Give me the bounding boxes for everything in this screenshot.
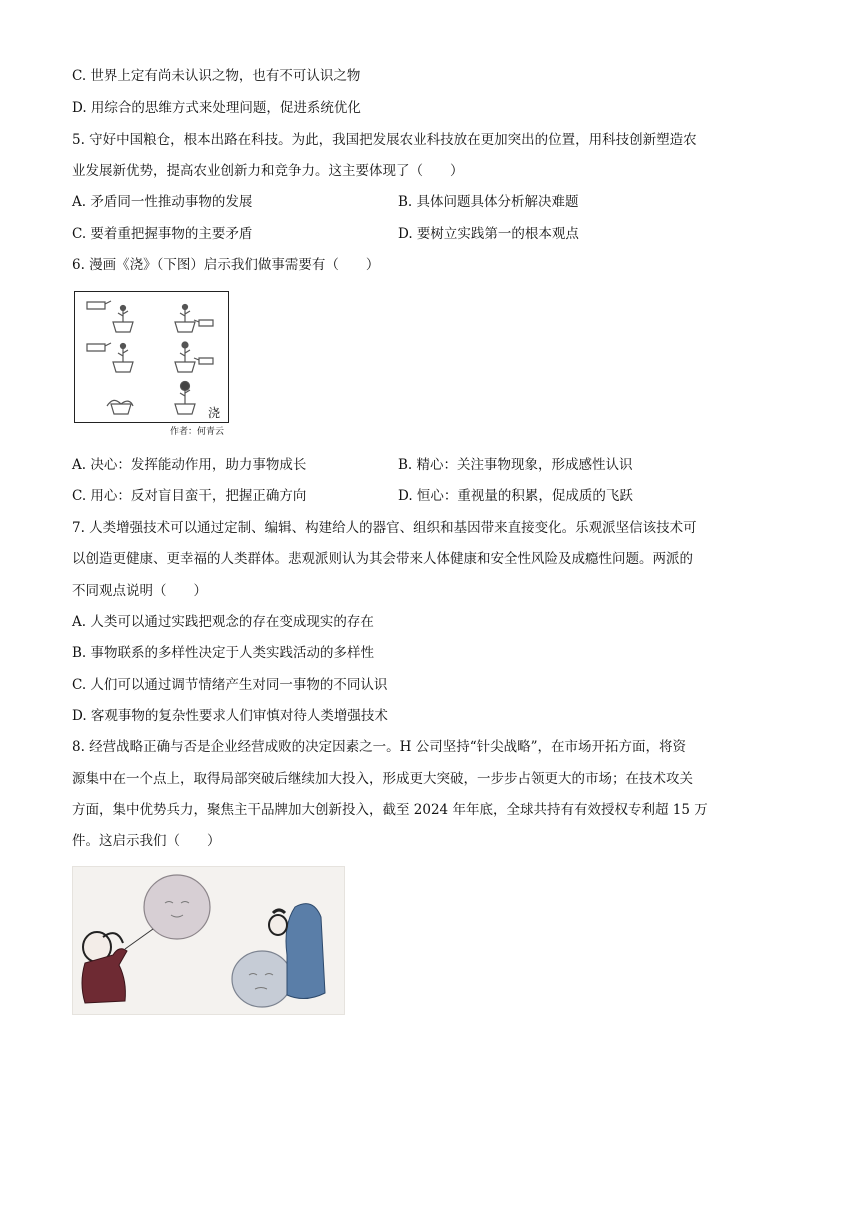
person-body-icon <box>286 904 325 999</box>
q8-illustration <box>72 866 345 1015</box>
q5-stem-line2: 业发展新优势，提高农业创新力和竞争力。这主要体现了（ ） <box>72 163 464 179</box>
balloon-figures-drawing <box>73 867 344 1014</box>
q5-option-b: B. 具体问题具体分析解决难题 <box>398 194 579 210</box>
q7-stem-line2: 以创造更健康、更幸福的人类群体。悲观派则认为其会带来人体健康和安全性风险及成瘾性问题。两派的 <box>72 551 693 567</box>
flower-pot-icon <box>113 322 133 332</box>
watering-can-icon <box>87 301 111 309</box>
q5-option-c: C. 要着重把握事物的主要矛盾 <box>72 226 253 242</box>
q6-stem: 6. 漫画《浇》（下图）启示我们做事需要有（ ） <box>72 257 380 273</box>
person-head-icon <box>269 915 287 935</box>
q7-stem-line3: 不同观点说明（ ） <box>72 583 207 599</box>
cartoon-drawing <box>75 292 228 422</box>
cartoon-author-caption: 作者：何青云 <box>170 427 225 437</box>
q5-option-d: D. 要树立实践第一的根本观点 <box>398 226 579 242</box>
q8-stem-line4: 件。这启示我们（ ） <box>72 833 221 849</box>
q8-stem-line2: 源集中在一个点上，取得局部突破后继续加大投入，形成更大突破，一步步占领更大的市场；在技术攻关 <box>72 771 693 787</box>
q8-stem-line3: 方面，集中优势兵力，聚焦主干品牌加大创新投入，截至 2024 年年底，全球共持有有效授权专利超 15 万 <box>72 802 708 818</box>
q6-option-c: C. 用心：反对盲目蛮干，把握正确方向 <box>72 488 307 504</box>
q6-option-d: D. 恒心：重视量的积累，促成质的飞跃 <box>398 488 633 504</box>
q5-option-a: A. 矛盾同一性推动事物的发展 <box>72 194 253 210</box>
q8-stem-line1: 8. 经营战略正确与否是企业经营成败的决定因素之一。H 公司坚持“针尖战略”，在市场开拓方面，将资 <box>72 739 687 755</box>
q7-option-c: C. 人们可以通过调节情绪产生对同一事物的不同认识 <box>72 677 388 693</box>
q6-option-b: B. 精心：关注事物现象，形成感性认识 <box>398 457 633 473</box>
cartoon-jiao <box>74 291 229 423</box>
q4-option-c: C. 世界上定有尚未认识之物，也有不可认识之物 <box>72 68 361 84</box>
balloon-icon <box>144 875 210 939</box>
cartoon-title-seal: 浇 <box>208 406 221 420</box>
q7-stem-line1: 7. 人类增强技术可以通过定制、编辑、构建给人的器官、组织和基因带来直接变化。乐观派坚信该技术可 <box>72 520 697 536</box>
flower-pot-icon <box>175 322 195 332</box>
balloon-icon <box>232 951 292 1007</box>
q5-stem-line1: 5. 守好中国粮仓，根本出路在科技。为此，我国把发展农业科技放在更加突出的位置，用科技创新塑造农 <box>72 132 697 148</box>
q7-option-a: A. 人类可以通过实践把观念的存在变成现实的存在 <box>72 614 374 630</box>
q7-option-b: B. 事物联系的多样性决定于人类实践活动的多样性 <box>72 645 375 661</box>
q6-option-a: A. 决心：发挥能动作用，助力事物成长 <box>72 457 307 473</box>
q7-option-d: D. 客观事物的复杂性要求人们审慎对待人类增强技术 <box>72 708 388 724</box>
q4-option-d: D. 用综合的思维方式来处理问题，促进系统优化 <box>72 100 361 116</box>
